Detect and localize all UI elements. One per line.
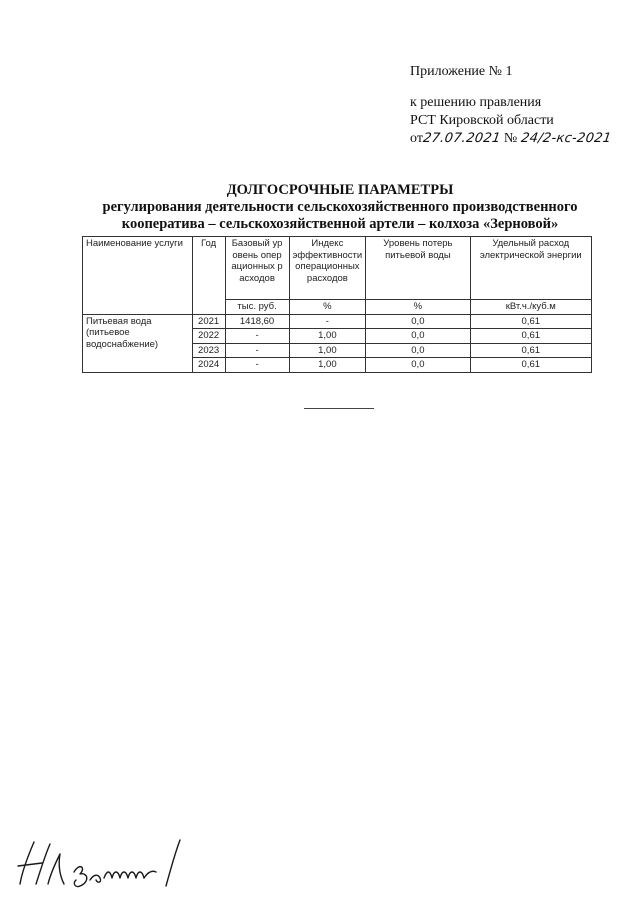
unit-base: тыс. руб.	[225, 300, 289, 315]
header-water-losses: Уровень потерь питьевой воды	[366, 237, 470, 300]
unit-losses: %	[366, 300, 470, 315]
cell-year: 2024	[192, 358, 225, 373]
heading-subtitle-line2: кооператива – сельскохозяйственной артели – колхоза «Зерновой»	[121, 216, 559, 232]
handwritten-signature	[14, 832, 184, 892]
cell-losses: 0,0	[366, 358, 470, 373]
cell-energy: 0,61	[470, 358, 591, 373]
cell-energy: 0,61	[470, 314, 591, 329]
cell-base: -	[225, 343, 289, 358]
cell-index: 1,00	[289, 329, 366, 344]
header-service: Наименование услуги	[83, 237, 193, 315]
cell-year: 2021	[192, 314, 225, 329]
cell-losses: 0,0	[366, 343, 470, 358]
header-energy-consumption: Удельный расход электрической энергии	[470, 237, 591, 300]
unit-index: %	[289, 300, 366, 315]
separator-line	[304, 408, 374, 409]
header-year: Год	[192, 237, 225, 315]
cell-base: -	[225, 329, 289, 344]
cell-energy: 0,61	[470, 329, 591, 344]
cell-year: 2023	[192, 343, 225, 358]
handwritten-number: 24/2-кс-2021	[519, 131, 613, 146]
cell-index: 1,00	[289, 358, 366, 373]
cell-energy: 0,61	[470, 343, 591, 358]
header-base-level: Базовый уровень операционных расходов	[225, 237, 289, 300]
cell-losses: 0,0	[366, 329, 470, 344]
cell-index: 1,00	[289, 343, 366, 358]
service-name-cell: Питьевая вода (питьевое водоснабжение)	[83, 314, 193, 372]
appendix-line-decision: к решению правления	[410, 95, 542, 110]
table-header-row	[83, 237, 592, 300]
number-prefix: №	[503, 131, 518, 146]
cell-losses: 0,0	[366, 314, 470, 329]
appendix-title: Приложение № 1	[410, 64, 513, 79]
table-row	[83, 314, 592, 329]
heading-title: ДОЛГОСРОЧНЫЕ ПАРАМЕТРЫ	[226, 182, 454, 198]
cell-base: -	[225, 358, 289, 373]
cell-year: 2022	[192, 329, 225, 344]
unit-energy: кВт.ч./куб.м	[470, 300, 591, 315]
appendix-line-date-number	[410, 131, 611, 147]
parameters-table	[82, 236, 592, 373]
document-heading	[70, 182, 610, 233]
cell-base: 1418,60	[225, 314, 289, 329]
appendix-line-authority: РСТ Кировской области	[410, 113, 554, 128]
heading-subtitle-line1: регулирования деятельности сельскохозяйственного производственного	[102, 199, 578, 215]
handwritten-date: 27.07.2021	[421, 131, 502, 146]
header-efficiency-index: Индекс эффективности операционных расходов	[289, 237, 366, 300]
cell-index: -	[289, 314, 366, 329]
date-prefix: от	[410, 131, 423, 146]
